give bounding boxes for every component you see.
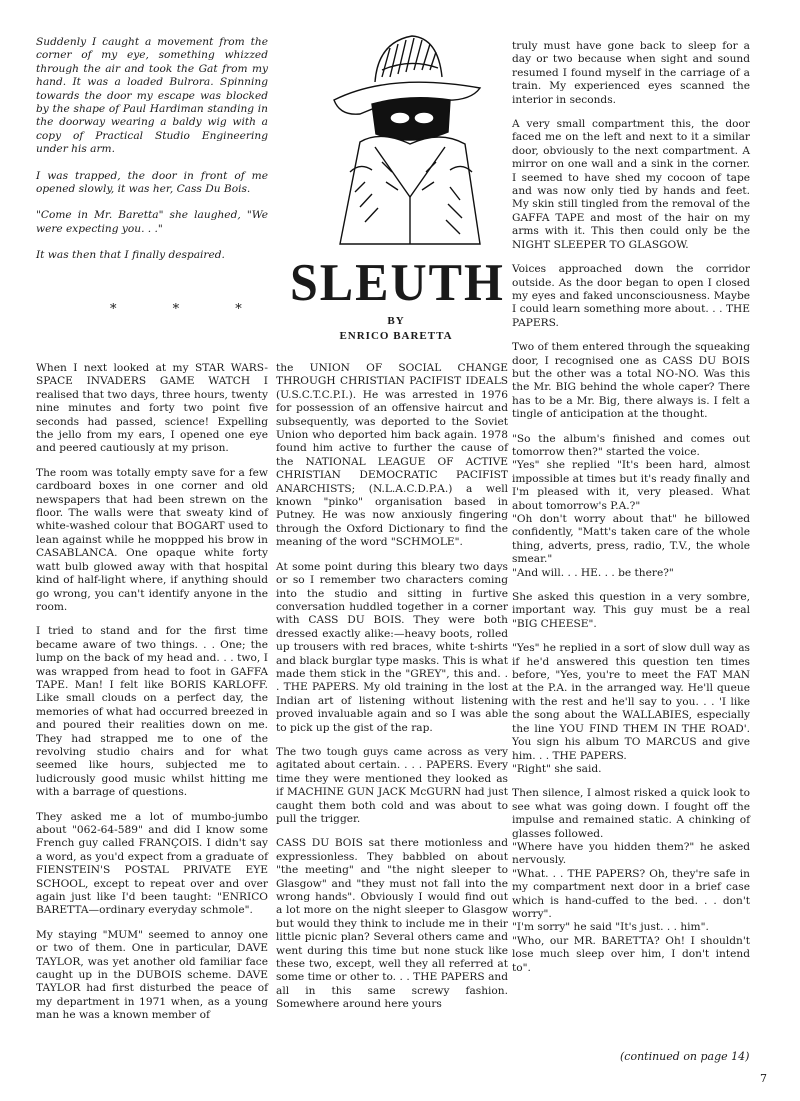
- paragraph: Suddenly I caught a movement from the corner of my eye, something whizzed through the air and took the Gat from my hand. It was a loaded Bulrora. Spinning towards the door my escape was blocked by the shape of Paul Hardiman standing in the doorway wearing a baldy wig with a copy of Practical Studio Engineering under his arm.: [36, 36, 268, 156]
- article-title: SLEUTH: [290, 252, 505, 312]
- detective-illustration: [320, 22, 490, 247]
- paragraph: The room was totally empty save for a few cardboard boxes in one corner and old newspapers that had been strewn on the floor. The walls were that sweaty kind of white-washed colour that BOGART used to lean against while he moppped his brow in CASABLANCA. One opaque white forty watt bulb glowed away with that hospital kind of half-light where, if anything should go wrong, you can't identify anyone in the room.: [36, 466, 268, 613]
- page-number: 7: [760, 1072, 767, 1085]
- text-column-3: [512, 40, 750, 986]
- paragraph: I tried to stand and for the first time became aware of two things. . . One; the lump on the back of my head and. . . two, I was wrapped from head to foot in GAFFA TAPE. Man! I felt like BORIS KARLOFF. Like small clouds on a perfect day, the memories of what had occurred breezed in and poured their realities down on me. They had strapped me to one of the revolving studio chairs and for what seemed like hours, subjected me to ludicrously good music whilst hitting me with a barrage of questions.: [36, 625, 268, 799]
- paragraph: the UNION OF SOCIAL CHANGE THROUGH CHRISTIAN PACIFIST IDEALS (U.S.C.T.C.P.I.). He was arrested in 1976 for possession of an offensive haircut and subsequently, was deported to the Soviet Union who deported him back again. 1978 found him active to further the cause of the NATIONAL LEAGUE OF ACTIVE CHRISTIAN DEMOCRATIC PACIFIST ANARCHISTS; (N.L.A.C.D.P.A.) a well known "pinko" organisation based in Putney. He was now anxiously fingering through the Oxford Dictionary to find the meaning of the word "SCHMOLE".: [276, 362, 508, 549]
- byline-author: ENRICO BARETTA: [339, 330, 453, 342]
- continued-note: (continued on page 14): [620, 1050, 750, 1063]
- paragraph: My staying "MUM" seemed to annoy one or two of them. One in particular, DAVE TAYLOR, was yet another old familiar face caught up in the DUBOIS scheme. DAVE TAYLOR had first disturbed the peace of my department in 1971 when, as a young man he was a known member of: [36, 928, 268, 1022]
- paragraph: "So the album's finished and comes out tomorrow then?" started the voice. "Yes" she replied "It's been hard, almost impossible at times but it's ready finally and I'm pleased with it, very pleased. What about tomorrow's P.A.?" "Oh don't worry about that" he billowed confidently, "Matt's taken care of the whole thing, adverts, press, radio, T.V., the whole smear." "And will. . . HE. . . be there?": [512, 432, 750, 579]
- text-column-1: [36, 362, 268, 1034]
- intro-column: [36, 36, 268, 276]
- paragraph: "Come in Mr. Baretta" she laughed, "We were expecting you. . .": [36, 209, 268, 235]
- text-column-2: [276, 362, 508, 1023]
- paragraph: It was then that I finally despaired.: [36, 249, 225, 262]
- paragraph: A very small compartment this, the door faced me on the left and next to it a similar door, obviously to the next compartment. A mirror on one wall and a sink in the corner. I seemed to have shed my cocoon of tape and was now only tied by hands and feet. My skin still tingled from the removal of the GAFFA TAPE and most of the hair on my arms with it. This then could only be the NIGHT SLEEPER TO GLASGOW.: [512, 118, 750, 251]
- paragraph: The two tough guys came across as very agitated about certain. . . . PAPERS. Every time they were mentioned they looked as if MACHINE GUN JACK McGURN had just caught them both cold and was about to pull the trigger.: [276, 745, 508, 825]
- paragraph: When I next looked at my STAR WARS-SPACE INVADERS GAME WATCH I realised that two days, three hours, twenty nine minutes and forty two point five seconds had passed, science! Expelling the jello from my ears, I opened one eye and peered cautiously at my prison.: [36, 362, 268, 455]
- paragraph: "Yes" he replied in a sort of slow dull way as if he'd answered this question ten times before, "Yes, you're to meet the FAT MAN at the P.A. in the arranged way. He'll queue with the rest and he'll say to you. . . 'I like the song about the WALLABIES, especially the line YOU FIND THEM IN THE ROAD'. You sign his album TO MARCUS and give him. . . THE PAPERS. "Right" she said.: [512, 642, 750, 775]
- paragraph: Two of them entered through the squeaking door, I recognised one as CASS DU BOIS but the other was a total NO-NO. Was this the Mr. BIG behind the whole caper? There has to be a Mr. Big, there always is. I felt a tingle of anticipation at the thought.: [512, 341, 750, 421]
- paragraph: At some point during this bleary two days or so I remember two characters coming into the studio and sitting in furtive conversation huddled together in a corner with CASS DU BOIS. They were both dressed exactly alike:—heavy boots, rolled up trousers with red braces, white t-shirts and black burglar type masks. This is what made them stick in the "GREY", this and. . . THE PAPERS. My old training in the lost Indian art of listening without listening proved invaluable again and so I was able to pick up the gist of the rap.: [276, 560, 508, 734]
- paragraph: Then silence, I almost risked a quick look to see what was going down. I fought off the impulse and remained static. A chinking of glasses followed. "Where have you hidden them?" he asked nervously. "What. . . THE PAPERS? Oh, they're safe in my compartment next door in a brief case which is hand-cuffed to the bed. . . don't worry". "I'm sorry" he said "It's just. . . him". "Who, our MR. BARETTA? Oh! I shouldn't lose much sleep over him, I don't intend to".: [512, 787, 750, 974]
- section-separator: * * *: [110, 302, 268, 317]
- paragraph: truly must have gone back to sleep for a day or two because when sight and sound resumed I found myself in the carriage of a train. My experienced eyes scanned the interior in seconds.: [512, 40, 750, 106]
- paragraph: Voices approached down the corridor outside. As the door began to open I closed my eyes and faked unconsciousness. Maybe I could learn something more about. . . THE PAPERS.: [512, 263, 750, 329]
- byline-by: BY: [387, 315, 405, 327]
- paragraph: I was trapped, the door in front of me opened slowly, it was her, Cass Du Bois.: [36, 169, 268, 196]
- paragraph: She asked this question in a very sombre, important way. This guy must be a real "BIG CHEESE".: [512, 591, 750, 630]
- paragraph: They asked me a lot of mumbo-jumbo about "062-64-589" and did I know some French guy called FRANÇOIS. I didn't say a word, as you'd expect from a graduate of FIENSTEIN'S POSTAL PRIVATE EYE SCHOOL, except to repeat over and over again just like I'd been taught: "ENRICO BARETTA—ordinary everyday schmole".: [36, 810, 268, 917]
- paragraph: CASS DU BOIS sat there motionless and expressionless. They babbled on about "the meeting" and "the night sleeper to Glasgow" and "they must not fall into the wrong hands". Obviously I would find out a lot more on the night sleeper to Glasgow but would they think to include me in their little picnic plan? Several others came and went during this time but none stuck like these two, except, well they all referred at some time or other to. . . THE PAPERS and all in this same screwy fashion. Somewhere around here yours: [276, 837, 508, 1011]
